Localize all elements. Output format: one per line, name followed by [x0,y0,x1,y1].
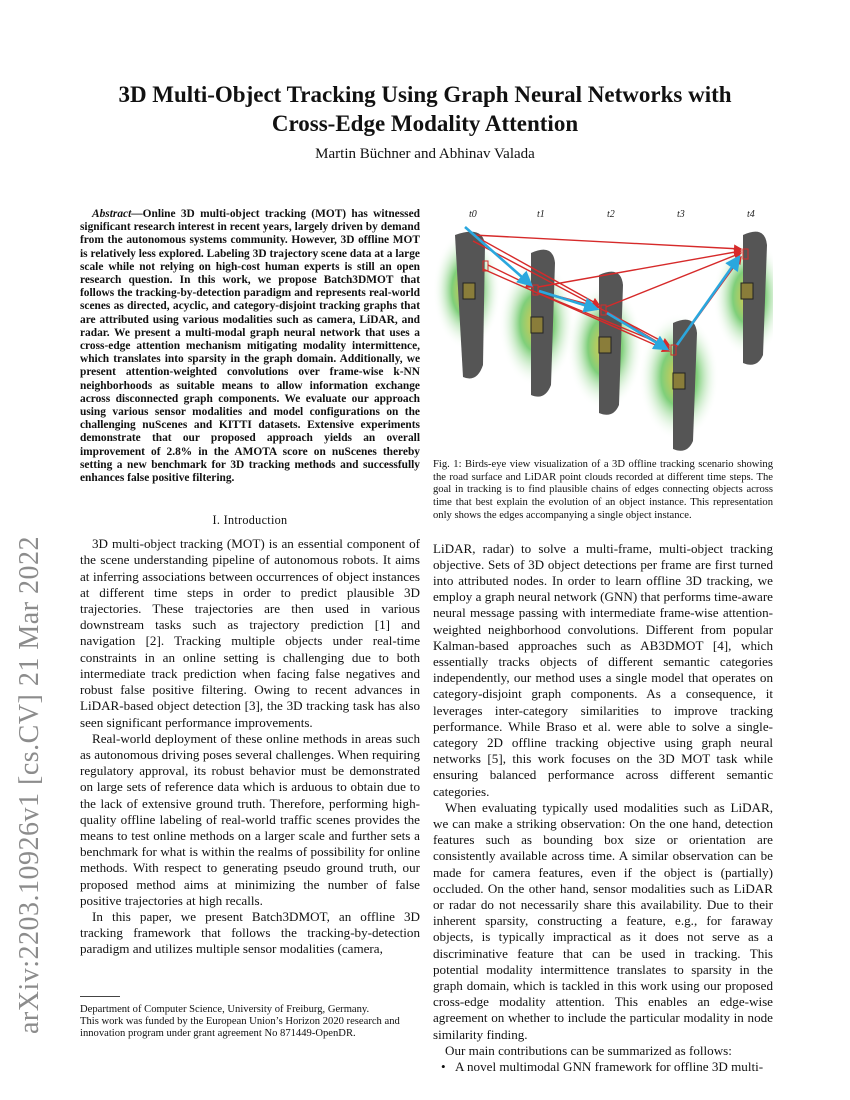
arxiv-id: arXiv:2203.10926v1 [cs.CV] 21 Mar 2022 [14,535,45,1035]
intro-paragraph: 3D multi-object tracking (MOT) is an essential component of the scene understanding pipeline of autonomous robots. It aims at inferring associations between occurrences of object instances at different time steps in order to predict plausible 3D trajectories. These trajectories are then used in various downstream tasks such as trajectory prediction [1] and navigation [2]. Tracking multiple objects under real-time constraints in an online setting is challenging due to both intermediate track prediction when facing false negatives and robust false positive filtering. Owing to recent advances in LiDAR-based object detection [3], the 3D tracking task has also seen significant performance improvements. [80,536,420,730]
frame-t0 [433,230,501,379]
bullet-dot-icon: • [441,1059,446,1075]
right-column [433,205,773,1075]
intro-body-right [433,541,773,1060]
time-label-t4: t4 [747,209,755,220]
arxiv-watermark [6,285,54,1035]
intro-paragraph: When evaluating typically used modalities such as LiDAR, we can make a striking observation: On the one hand, detection features such as bounding box size or orientation are consistently available across time. A similar observation can be made for camera features, even if the object is (partially) occluded. On the other hand, sensor modalities such as LiDAR or radar do not necessarily share this availability. Due to their inherent sparsity, constructing a feature, e.g., for faraway objects, is typically impractical as it does not serve as a discriminative feature that can be used in tracking. This potential modality intermittence translates to sparsity in the graph domain, which is tackled in this work using our proposed cross-edge modality attention. This enables an edge-wise agreement on whether to include the particular modality in node similarity finding. [433,799,773,1042]
footnote [80,1004,425,1040]
title-line-2: Cross-Edge Modality Attention [271,111,579,136]
intro-body-left [80,536,420,957]
footnote-rule [80,996,120,997]
time-label-t2: t2 [607,209,615,220]
paper-title [60,80,790,138]
abstract [80,208,420,485]
frame-t4 [713,232,773,365]
figure-caption: Fig. 1: Birds-eye view visualization of a 3D offline tracking scenario showing the road surface and LiDAR point clouds recorded at different time steps. The goal in tracking is to find plausible chains of edges connecting objects across time that best explain the evolution of an object instance. This representation only shows the edges accompanying a single object instance. [433,459,773,521]
section-heading-introduction: I. Introduction [212,513,288,528]
abstract-text: —Online 3D multi-object tracking (MOT) has witnessed significant research interest in recent years, largely driven by demand from the autonomous systems community. However, 3D offline MOT is relatively less explored. Labeling 3D trajectory scene data at a large scale while not relying on high-cost human experts is still an open research question. In this work, we propose Batch3DMOT that follows the tracking-by-detection paradigm and represents real-world scenes as directed, acyclic, and category-disjoint tracking graphs that are attributed using various modalities such as camera, LiDAR, and radar. We present a multi-modal graph neural network that uses a cross-edge attention mechanism mitigating modality intermittence, which translates into sparsity in the graph domain. Additionally, we present attention-weighted convolutions over frame-wise k-NN neighborhoods as suitable means to allow information exchange across disconnected graph components. We evaluate our approach using various sensor modalities and model configurations on the challenging nuScenes and KITTI datasets. Extensive experiments demonstrate that our proposed approach yields an overall improvement of 2.8% in the AMOTA score on nuScenes thereby setting a new benchmark for 3D tracking methods and successfully enhances false positive filtering. [80,208,420,485]
authors: Martin Büchner and Abhinav Valada [315,146,535,162]
time-label-t1: t1 [537,209,545,220]
tracking-graph-figure [433,205,773,455]
title-line-1: 3D Multi-Object Tracking Using Graph Neural Networks with [118,82,732,107]
abstract-label: Abstract [92,208,132,220]
figure-1 [433,205,773,455]
footnote-affiliation: Department of Computer Science, University of Freiburg, Germany. [80,1004,370,1015]
intro-paragraph: Real-world deployment of these online methods in areas such as autonomous driving poses several challenges. When requiring regulatory approval, its robust behavior must be demonstrated on large sets of reference data which is arduous to obtain due to the lack of extensive ground truth. Therefore, performing high-quality offline labeling of real-world traffic scenes provides the means to test online methods on a larger scale and further sets a benchmark for what is within the realms of possibility for online methods. With respect to generating pseudo ground truth, our proposed method aims at minimizing the number of false positive trajectories at high recalls. [80,730,420,908]
contribution-bullet [441,1059,773,1075]
intro-paragraph: Our main contributions can be summarized as follows: [445,1042,732,1058]
left-column [80,208,420,958]
frame-t1 [499,250,575,397]
time-label-t0: t0 [469,209,477,220]
time-label-t3: t3 [677,209,685,220]
footnote-funding: This work was funded by the European Union’s Horizon 2020 research and innovation program under grant agreement No 871449-OpenDR. [80,1016,400,1039]
bullet-text: A novel multimodal GNN framework for offline 3D multi- [455,1059,764,1075]
intro-paragraph: In this paper, we present Batch3DMOT, an offline 3D tracking framework that follows the tracking-by-detection paradigm and utilizes multiple sensor modalities (camera, [80,908,420,957]
intro-paragraph: LiDAR, radar) to solve a multi-frame, multi-object tracking objective. Sets of 3D object detections per frame are first turned into attributed nodes. In order to learn offline 3D tracking, we employ a graph neural network (GNN) that performs time-aware neural message passing with intermediate frame-wise attention-weighted neighborhood convolutions. Different from popular Kalman-based approaches such as AB3DMOT [4], which essentially tracks objects of different semantic categories independently, our method uses a single model that operates on category-disjoint graph components. As a consequence, it leverages inter-category similarities to improve tracking performance. While Braso et al. were able to solve a single-category 2D offline tracking objective using graph neural networks [5], this work focuses on the 3D MOT task while ensuring balanced performance across different semantic categories. [433,540,773,799]
frame-t3 [639,313,719,451]
